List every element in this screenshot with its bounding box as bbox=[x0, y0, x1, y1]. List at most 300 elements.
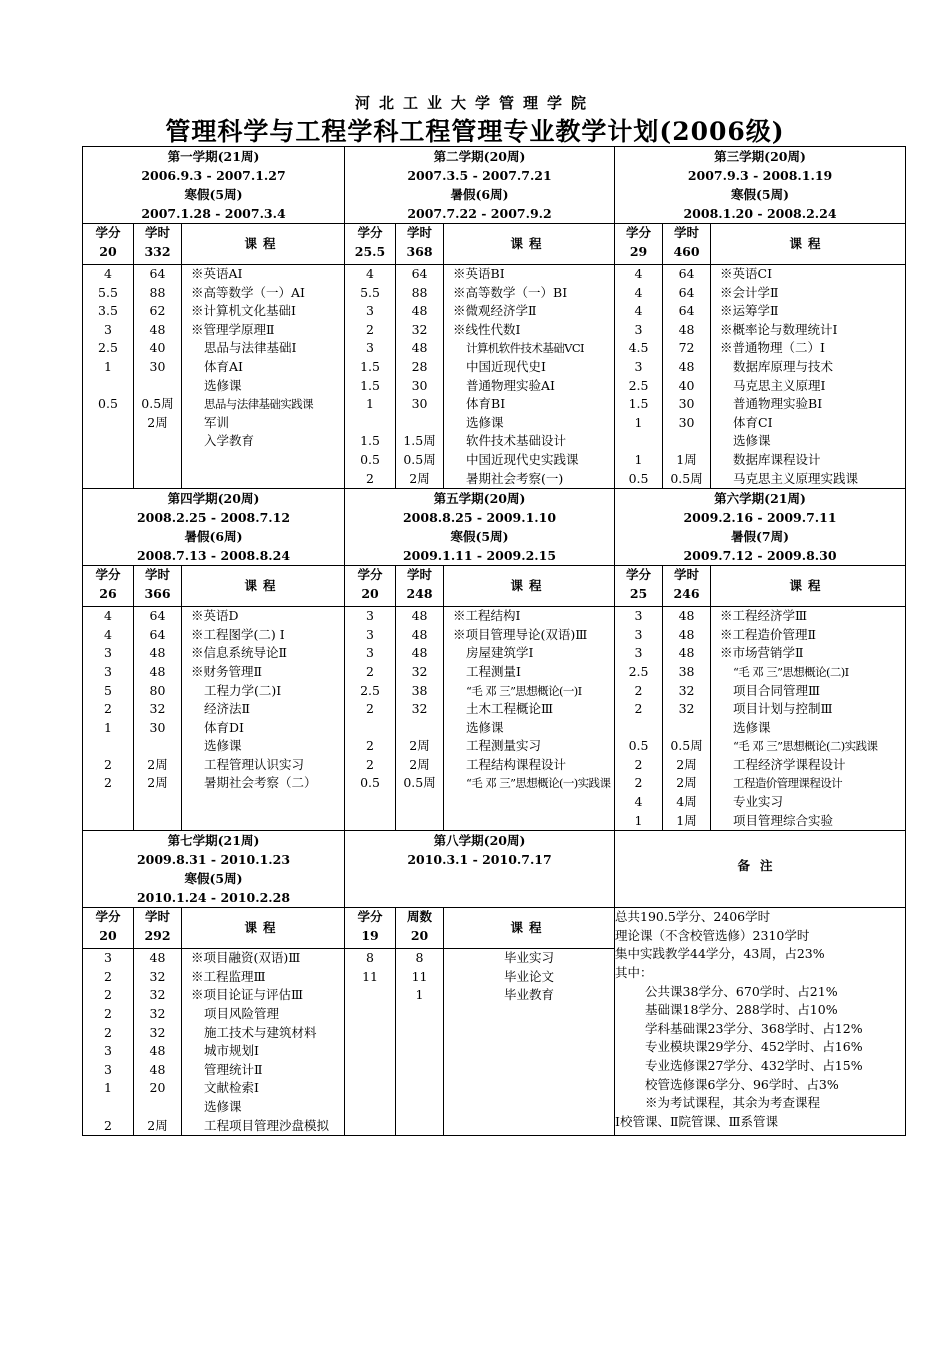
course-credit: 2 bbox=[104, 987, 112, 1003]
course-hours: 48 bbox=[411, 303, 428, 319]
course-name: ※英语AI bbox=[191, 266, 243, 281]
course-credit bbox=[615, 432, 662, 451]
course-hours: 64 bbox=[678, 303, 695, 319]
course-name: 施工技术与建筑材料 bbox=[204, 1024, 317, 1040]
credits-column-header bbox=[83, 908, 134, 949]
course-hours: 32 bbox=[149, 987, 166, 1003]
course-hours: 64 bbox=[678, 284, 695, 300]
semester-header bbox=[83, 147, 345, 224]
course-credit: 2 bbox=[104, 1006, 112, 1022]
course-hours: 48 bbox=[149, 645, 166, 661]
course-hours: 40 bbox=[678, 377, 695, 393]
course-list bbox=[444, 265, 615, 489]
course-name: 体育CⅠ bbox=[733, 414, 773, 430]
course-credit bbox=[345, 793, 395, 812]
course-hours bbox=[134, 377, 181, 396]
course-hours: 0.5周 bbox=[670, 738, 703, 754]
course-hours bbox=[396, 719, 443, 738]
course-hours: 32 bbox=[411, 663, 428, 679]
course-credit: 3 bbox=[104, 950, 112, 966]
semester-header bbox=[345, 147, 615, 224]
course-credit: 3 bbox=[366, 626, 374, 642]
course-hours bbox=[396, 1005, 443, 1024]
course-credit bbox=[345, 1117, 395, 1136]
course-hours: 48 bbox=[149, 1061, 166, 1077]
course-hours: 1 bbox=[415, 987, 424, 1003]
course-list bbox=[711, 607, 906, 831]
course-credit bbox=[83, 432, 133, 451]
course-credit: 4 bbox=[634, 303, 643, 319]
course-hours bbox=[396, 793, 443, 812]
course-hours: 2周 bbox=[676, 775, 697, 791]
course-hours: 48 bbox=[411, 608, 428, 624]
course-credit: 3 bbox=[104, 663, 112, 679]
course-hours: 64 bbox=[678, 266, 695, 281]
course-hours: 32 bbox=[411, 321, 428, 337]
course-name: ※普通物理（二）Ⅰ bbox=[720, 340, 825, 356]
course-name: 土木工程概论Ⅲ bbox=[466, 701, 554, 717]
course-hours bbox=[134, 432, 181, 451]
course-column-header: 课程 bbox=[182, 224, 345, 265]
course-name: “毛 邓 三”思想概论(二)Ⅰ bbox=[733, 664, 849, 679]
course-name bbox=[444, 1079, 614, 1098]
course-credit: 4 bbox=[104, 266, 112, 281]
course-hours: 64 bbox=[149, 626, 166, 642]
course-credit: 2 bbox=[104, 1117, 112, 1133]
credits-list bbox=[615, 607, 663, 831]
course-credit: 2 bbox=[366, 470, 374, 486]
semester-header-line: 2007.3.5 - 2007.7.21 bbox=[407, 168, 552, 183]
course-credit bbox=[345, 414, 395, 433]
hours-list bbox=[134, 607, 182, 831]
semester-header-line: 第八学期(20周) bbox=[433, 833, 526, 849]
course-hours: 1.5周 bbox=[403, 433, 436, 449]
course-hours bbox=[396, 1042, 443, 1061]
hours-list bbox=[396, 607, 444, 831]
hours-column-header bbox=[396, 224, 444, 265]
course-credit: 2 bbox=[104, 701, 112, 717]
course-credit: 2 bbox=[634, 682, 643, 698]
semester-header-line: 2008.8.25 - 2009.1.10 bbox=[402, 510, 557, 526]
course-name: ※英语BI bbox=[453, 266, 505, 281]
course-credit: 1.5 bbox=[360, 358, 380, 374]
course-credit bbox=[345, 1079, 395, 1098]
course-hours bbox=[396, 812, 443, 831]
course-name: 经济法Ⅱ bbox=[204, 701, 250, 717]
total-credits: 20 bbox=[99, 243, 117, 259]
course-name bbox=[444, 1024, 614, 1043]
course-hours bbox=[134, 1098, 181, 1117]
weeks-column-header bbox=[396, 908, 444, 949]
course-credit bbox=[83, 377, 133, 396]
course-hours: 48 bbox=[149, 321, 166, 337]
semester-header-line: 2007.1.28 - 2007.3.4 bbox=[141, 206, 286, 221]
course-name: 入学教育 bbox=[204, 433, 255, 449]
total-credits: 29 bbox=[629, 243, 648, 259]
semester-header bbox=[345, 831, 615, 908]
course-hours: 80 bbox=[149, 682, 166, 698]
course-hours bbox=[396, 1079, 443, 1098]
course-hours: 2周 bbox=[409, 470, 430, 486]
course-credit: 1.5 bbox=[360, 433, 380, 449]
course-hours: 48 bbox=[678, 321, 695, 337]
course-credit: 3 bbox=[366, 608, 374, 624]
course-name: ※线性代数Ⅰ bbox=[453, 321, 521, 337]
course-name: 管理统计Ⅱ bbox=[204, 1061, 263, 1077]
course-hours: 48 bbox=[678, 358, 695, 374]
course-name: 选修课 bbox=[466, 719, 504, 735]
course-credit: 1 bbox=[634, 812, 643, 828]
course-hours: 2周 bbox=[676, 756, 697, 772]
credits-list bbox=[83, 949, 134, 1136]
semester-header bbox=[615, 147, 906, 224]
course-credit: 3 bbox=[104, 1043, 112, 1059]
semester-header-line: 第三学期(20周) bbox=[714, 149, 806, 164]
semester-header-line: 2008.2.25 - 2008.7.12 bbox=[136, 510, 291, 526]
course-credit: 4.5 bbox=[628, 340, 649, 356]
column-label: 学时 bbox=[674, 225, 700, 240]
credits-column-header bbox=[345, 224, 396, 265]
course-name: 数据库原理与技术 bbox=[733, 358, 834, 374]
course-hours bbox=[134, 470, 181, 489]
course-name: 选修课 bbox=[466, 414, 504, 430]
course-hours: 32 bbox=[411, 701, 428, 717]
semester-header-line: 2010.1.24 - 2010.2.28 bbox=[136, 890, 291, 906]
course-name: 数据库课程设计 bbox=[733, 451, 821, 467]
course-name: ※英语D bbox=[191, 608, 239, 624]
course-name: 工程结构课程设计 bbox=[466, 756, 567, 772]
course-hours bbox=[134, 793, 181, 812]
notes-line: 基础课18学分、288学时、占10% bbox=[645, 1002, 838, 1018]
course-hours: 30 bbox=[149, 358, 166, 374]
course-hours: 30 bbox=[678, 396, 695, 412]
course-column-header: 课程 bbox=[182, 566, 345, 607]
column-label: 周数 bbox=[407, 909, 433, 925]
course-name: 暑期社会考察(一) bbox=[466, 470, 564, 486]
credits-column-header bbox=[345, 566, 396, 607]
course-hours: 1周 bbox=[676, 812, 697, 828]
course-hours bbox=[396, 1117, 443, 1136]
course-credit: 3 bbox=[634, 321, 643, 337]
course-name: 体育BⅠ bbox=[466, 396, 506, 412]
course-name: ※财务管理Ⅱ bbox=[191, 663, 262, 679]
semester-header-line: 寒假(5周) bbox=[731, 187, 790, 202]
course-credit: 8 bbox=[366, 950, 374, 966]
course-hours: 48 bbox=[149, 950, 166, 966]
course-hours: 48 bbox=[678, 626, 695, 642]
total-credits: 25.5 bbox=[354, 243, 386, 259]
column-label: 学分 bbox=[626, 567, 652, 583]
course-name bbox=[182, 470, 344, 489]
credits-column-header bbox=[345, 908, 396, 949]
course-credit: 2 bbox=[366, 321, 374, 337]
course-credit: 5.5 bbox=[360, 284, 380, 300]
course-name: ※项目融资(双语)Ⅲ bbox=[191, 950, 301, 966]
course-credit: 3 bbox=[104, 1061, 112, 1077]
course-hours: 8 bbox=[415, 950, 424, 966]
course-credit bbox=[83, 793, 133, 812]
course-name bbox=[444, 1042, 614, 1061]
hours-column-header bbox=[134, 224, 182, 265]
course-hours: 48 bbox=[678, 645, 695, 661]
total-hours: 368 bbox=[406, 243, 433, 259]
course-name bbox=[444, 1061, 614, 1080]
notes-line: 其中： bbox=[615, 965, 653, 981]
semester-header-line: 寒假(5周) bbox=[184, 187, 243, 202]
semester-header-line: 暑假(6周) bbox=[450, 187, 509, 202]
course-credit: 3 bbox=[634, 645, 643, 661]
course-name bbox=[444, 812, 614, 831]
course-name: 马克思主义原理Ⅰ bbox=[733, 377, 826, 393]
course-credit: 2.5 bbox=[98, 340, 118, 356]
course-name: “毛 邓 三”思想概论(二)实践课 bbox=[733, 739, 878, 754]
column-label: 学时 bbox=[144, 909, 170, 925]
course-credit: 3 bbox=[366, 645, 374, 661]
notes-line: 专业选修课27学分、432学时、占15% bbox=[645, 1058, 863, 1073]
semester-header-line: 第六学期(21周) bbox=[714, 491, 806, 507]
total-credits: 25 bbox=[629, 585, 648, 601]
course-credit: 2 bbox=[634, 701, 643, 717]
hours-list bbox=[134, 265, 182, 489]
course-name: 选修课 bbox=[204, 1099, 242, 1114]
course-hours: 62 bbox=[149, 303, 166, 319]
course-hours: 48 bbox=[678, 608, 695, 624]
course-hours: 38 bbox=[678, 663, 695, 679]
notes-line: 校管选修课6学分、96学时、占3% bbox=[645, 1076, 839, 1092]
course-name: 项目风险管理 bbox=[204, 1006, 280, 1022]
course-credit bbox=[83, 414, 133, 433]
course-credit bbox=[345, 719, 395, 738]
column-label: 学分 bbox=[95, 909, 121, 925]
course-name: 选修课 bbox=[733, 719, 771, 735]
course-credit: 0.5 bbox=[360, 775, 380, 791]
course-credit bbox=[83, 1098, 133, 1117]
course-credit: 2 bbox=[366, 738, 374, 754]
course-credit: 2.5 bbox=[628, 663, 649, 679]
semester-header-line: 2009.2.16 - 2009.7.11 bbox=[683, 510, 837, 526]
course-credit bbox=[83, 470, 133, 489]
course-hours: 30 bbox=[411, 396, 428, 412]
course-name: ※会计学Ⅱ bbox=[720, 284, 779, 300]
column-label: 学分 bbox=[357, 909, 383, 925]
course-credit bbox=[345, 812, 395, 831]
course-hours: 32 bbox=[149, 1024, 166, 1040]
course-name: ※信息系统导论Ⅱ bbox=[191, 645, 287, 661]
course-hours bbox=[134, 451, 181, 470]
course-credit: 1.5 bbox=[360, 377, 380, 393]
course-name: 工程力学(二)Ⅰ bbox=[204, 682, 282, 698]
total-hours: 248 bbox=[406, 585, 433, 601]
course-hours: 88 bbox=[149, 284, 166, 300]
column-label: 学分 bbox=[626, 225, 652, 240]
course-credit: 3.5 bbox=[98, 303, 118, 319]
course-hours bbox=[134, 812, 181, 831]
course-hours bbox=[396, 1061, 443, 1080]
course-hours: 32 bbox=[149, 701, 166, 717]
hours-list bbox=[663, 607, 711, 831]
course-hours: 38 bbox=[411, 682, 428, 698]
course-hours: 2周 bbox=[147, 1117, 168, 1133]
course-hours: 1周 bbox=[676, 451, 697, 467]
course-list bbox=[444, 949, 615, 1136]
notes-line: 学科基础课23学分、368学时、占12% bbox=[645, 1020, 863, 1036]
credits-list bbox=[345, 949, 396, 1136]
course-column-header: 课程 bbox=[444, 566, 615, 607]
course-hours: 2周 bbox=[147, 775, 168, 791]
course-name bbox=[444, 1005, 614, 1024]
column-label: 学时 bbox=[144, 567, 170, 583]
course-name: “毛 邓 三”思想概论(一)实践课 bbox=[466, 776, 611, 791]
course-credit: 2 bbox=[634, 775, 643, 791]
column-label: 学时 bbox=[674, 567, 700, 583]
course-name: 房屋建筑学Ⅰ bbox=[466, 645, 534, 661]
total-hours: 366 bbox=[144, 585, 171, 601]
course-hours: 0.5周 bbox=[141, 396, 174, 412]
course-name: “毛 邓 三”思想概论(一)Ⅰ bbox=[466, 683, 582, 698]
hours-list bbox=[663, 265, 711, 489]
hours-column-header bbox=[663, 566, 711, 607]
course-name: ※计算机文化基础Ⅰ bbox=[191, 303, 296, 319]
column-label: 学分 bbox=[95, 567, 121, 583]
semester-header-line: 2007.7.22 - 2007.9.2 bbox=[407, 206, 552, 221]
course-name: 工程测量实习 bbox=[466, 738, 542, 754]
semester-header-line: 第一学期(21周) bbox=[167, 149, 260, 164]
notes-line: Ⅰ校管课、Ⅱ院管课、Ⅲ系管课 bbox=[615, 1113, 779, 1129]
course-name bbox=[444, 793, 614, 812]
course-hours: 64 bbox=[149, 266, 166, 281]
course-hours: 88 bbox=[411, 284, 428, 300]
course-credit: 4 bbox=[104, 608, 112, 624]
notes-line: 集中实践教学44学分，43周，占23% bbox=[615, 946, 825, 962]
total-hours: 292 bbox=[144, 927, 171, 943]
course-hours: 20 bbox=[149, 1080, 166, 1096]
course-credit: 2 bbox=[104, 775, 112, 791]
hours-list bbox=[134, 949, 182, 1136]
semester-header bbox=[345, 489, 615, 566]
course-hours bbox=[396, 1024, 443, 1043]
course-name bbox=[182, 451, 344, 470]
course-credit: 2.5 bbox=[360, 682, 380, 698]
course-name: ※微观经济学Ⅱ bbox=[453, 303, 537, 319]
column-label: 学分 bbox=[357, 225, 383, 240]
course-credit: 2 bbox=[366, 756, 374, 772]
course-name: 毕业论文 bbox=[504, 968, 555, 984]
course-name: ※工程造价管理Ⅱ bbox=[720, 626, 817, 642]
course-credit: 3 bbox=[634, 626, 643, 642]
course-credit: 3 bbox=[366, 340, 374, 356]
course-credit: 1.5 bbox=[628, 396, 649, 412]
semester-header-line: 暑假(6周) bbox=[184, 529, 243, 545]
semester-header-line: 寒假(5周) bbox=[450, 529, 509, 545]
course-hours bbox=[134, 737, 181, 756]
course-name: 体育DⅠ bbox=[204, 719, 244, 735]
course-credit bbox=[345, 1005, 395, 1024]
course-name: ※高等数学（一）BI bbox=[453, 284, 568, 300]
column-label: 学分 bbox=[95, 225, 121, 240]
course-credit bbox=[345, 1061, 395, 1080]
course-list bbox=[444, 607, 615, 831]
column-label: 学时 bbox=[407, 567, 433, 583]
course-credit: 1 bbox=[634, 451, 643, 467]
semester-header-line: 2007.9.3 - 2008.1.19 bbox=[687, 168, 833, 183]
total-hours: 332 bbox=[144, 243, 171, 259]
course-name: 工程管理认识实习 bbox=[204, 756, 305, 772]
semester-header-line: 2009.8.31 - 2010.1.23 bbox=[136, 852, 291, 868]
course-hours: 48 bbox=[411, 626, 428, 642]
course-name: 毕业实习 bbox=[504, 950, 555, 966]
course-hours: 72 bbox=[678, 340, 695, 356]
course-hours: 2周 bbox=[409, 738, 430, 754]
course-hours bbox=[663, 432, 710, 451]
course-name: 项目计划与控制Ⅲ bbox=[733, 701, 833, 717]
course-credit: 2 bbox=[104, 968, 112, 984]
course-name: ※工程经济学Ⅲ bbox=[720, 608, 808, 624]
total-weeks: 20 bbox=[410, 927, 429, 943]
course-credit: 2.5 bbox=[628, 377, 649, 393]
hours-column-header bbox=[663, 224, 711, 265]
course-credit bbox=[345, 1098, 395, 1117]
credits-list bbox=[83, 265, 134, 489]
course-name: 体育AI bbox=[204, 358, 243, 374]
course-credit: 3 bbox=[366, 303, 374, 319]
course-credit: 2 bbox=[366, 701, 374, 717]
course-credit: 2 bbox=[366, 663, 374, 679]
course-credit: 0.5 bbox=[360, 451, 380, 467]
credits-list bbox=[345, 265, 396, 489]
notes-line: 总共190.5学分、2406学时 bbox=[615, 909, 771, 925]
course-credit: 5.5 bbox=[98, 284, 118, 300]
semester-header-line: 2009.7.12 - 2009.8.30 bbox=[683, 548, 837, 564]
course-name: ※工程监理Ⅲ bbox=[191, 968, 266, 984]
course-list bbox=[182, 265, 345, 489]
credits-list bbox=[345, 607, 396, 831]
course-hours: 30 bbox=[411, 377, 428, 393]
total-hours: 460 bbox=[673, 243, 700, 259]
course-name: 选修课 bbox=[204, 738, 242, 754]
course-credit: 1 bbox=[104, 358, 112, 374]
course-credit: 4 bbox=[104, 626, 112, 642]
credits-column-header bbox=[83, 224, 134, 265]
course-name: 城市规划Ⅰ bbox=[204, 1043, 259, 1059]
semester-header-line: 2009.1.11 - 2009.2.15 bbox=[402, 548, 557, 564]
course-hours bbox=[396, 1098, 443, 1117]
course-hours: 48 bbox=[411, 340, 428, 356]
semester-header-line: 2010.3.1 - 2010.7.17 bbox=[407, 852, 552, 868]
course-name bbox=[182, 793, 344, 812]
course-credit: 4 bbox=[634, 284, 643, 300]
course-credit: 0.5 bbox=[98, 396, 118, 412]
course-name: 计算机软件技术基础VCI bbox=[466, 341, 584, 356]
course-hours: 64 bbox=[149, 608, 166, 624]
course-hours: 2周 bbox=[147, 756, 168, 772]
credits-column-header bbox=[615, 566, 663, 607]
total-credits: 20 bbox=[361, 585, 379, 601]
course-hours: 48 bbox=[149, 663, 166, 679]
semester-header bbox=[83, 489, 345, 566]
course-name: 思品与法律基础Ⅰ bbox=[204, 340, 297, 356]
course-name: ※概率论与数理统计Ⅰ bbox=[720, 321, 838, 337]
semester-header-line: 寒假(5周) bbox=[184, 871, 243, 887]
course-hours: 32 bbox=[149, 968, 166, 984]
notes-line: 公共课38学分、670学时、占21% bbox=[645, 983, 838, 999]
course-name bbox=[444, 1117, 614, 1136]
course-name: 毕业教育 bbox=[504, 987, 555, 1003]
course-credit: 4 bbox=[634, 266, 643, 281]
course-name: 普通物理实验AⅠ bbox=[466, 377, 555, 393]
course-credit: 1 bbox=[104, 1080, 112, 1096]
course-hours: 32 bbox=[678, 682, 695, 698]
credits-column-header bbox=[615, 224, 663, 265]
